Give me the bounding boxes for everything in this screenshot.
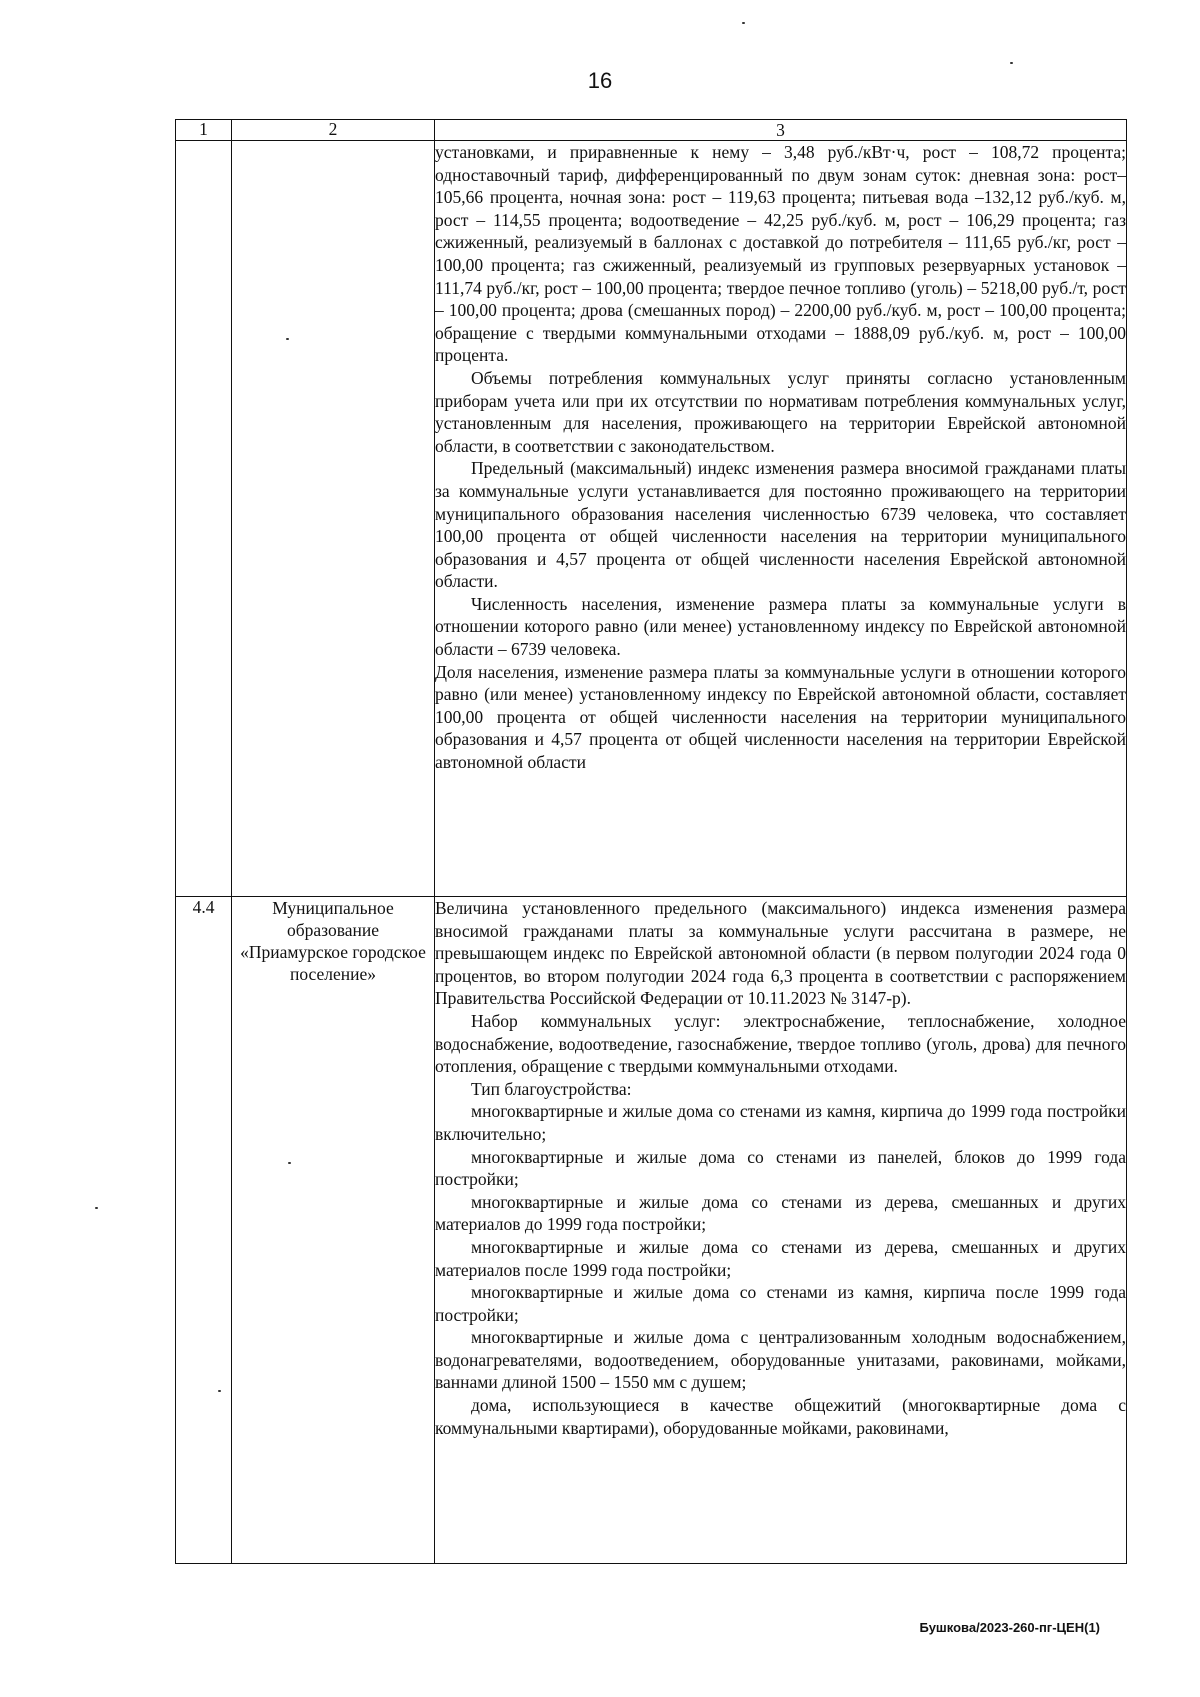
- row44-paragraph-7: многоквартирные и жилые дома со стенами из дерева, смешанных и других материалов после 1999 года постройки;: [435, 1236, 1126, 1280]
- table-header-row: [176, 120, 1127, 141]
- scan-speck: [1010, 62, 1013, 64]
- row44-paragraph-8: многоквартирные и жилые дома со стенами из камня, кирпича после 1999 года постройки;: [435, 1282, 1126, 1325]
- row44-paragraph-1: Величина установленного предельного (максимального) индекса изменения размера вносимой гражданами платы за коммунальные услуги рассчитана в размере, не превышающем индекс по Еврейской автономной области (в первом полугодии 2024 года 0 процентов, во втором полугодии 2024 года 6,3 процента в соответствии с распоряжением Правительства Российской Федерации от 10.11.2023 № 3147-р).: [435, 898, 1126, 1009]
- cell-municipality-empty: [232, 141, 435, 897]
- table-row-4-4: [176, 897, 1127, 1564]
- header-col-2: 2: [232, 120, 435, 141]
- cell-number-empty: [176, 141, 232, 897]
- row44-paragraph-4: многоквартирные и жилые дома со стенами из камня, кирпича до 1999 года постройки включительно;: [435, 1101, 1126, 1144]
- row-number: 4.4: [176, 897, 232, 1564]
- continued-paragraph-4: Численность населения, изменение размера платы за коммунальные услуги в отношении которого равно (или менее) установленному индексу по Еврейской автономной области – 6739 человека.: [435, 593, 1126, 660]
- continued-paragraph-3: Предельный (максимальный) индекс изменения размера вносимой гражданами платы за коммунальные услуги устанавливается для постоянно проживающего на территории муниципального образования населения численностью 6739 человека, что составляет 100,00 процента от общей численности населения на территории муниципального образования и 4,57 процента от общей численности населения Еврейской автономной области.: [435, 458, 1126, 592]
- header-col-1: 1: [176, 120, 232, 141]
- row44-paragraph-5: многоквартирные и жилые дома со стенами из панелей, блоков до 1999 года постройки;: [435, 1146, 1126, 1190]
- continued-paragraph-5: Доля населения, изменение размера платы за коммунальные услуги в отношении которого равно (или менее) установленному индексу по Еврейской автономной области, составляет 100,00 процента от общей численности населения на территории муниципального образования и 4,57 процента от общей численности населения на территории Еврейской автономной области: [435, 661, 1126, 773]
- row44-paragraph-10: дома, использующиеся в качестве общежитий (многоквартирные дома с коммунальными квартирами), оборудованные мойками, раковинами,: [435, 1395, 1126, 1438]
- document-footer-id: Бушкова/2023-260-пг-ЦЕН(1): [919, 1620, 1100, 1635]
- table-row-continued: [176, 141, 1127, 897]
- scan-speck: [286, 338, 289, 340]
- scan-speck: [218, 1390, 221, 1392]
- continued-paragraph-1: установками, и приравненные к нему – 3,48 руб./кВт·ч, рост – 108,72 процента; одноставочный тариф, дифференцированный по двум зонам суток: дневная зона: рост– 105,66 процента, ночная зона: рост – 119,63 процента; питьевая вода –132,12 руб./куб. м, рост – 114,55 процента; водоотведение – 42,25 руб./куб. м, рост – 106,29 процента; газ сжиженный, реализуемый в баллонах с доставкой до потребителя – 111,65 руб./кг, рост – 100,00 процента; газ сжиженный, реализуемый из групповых резервуарных установок – 111,74 руб./кг, рост – 100,00 процента; твердое печное топливо (уголь) – 5218,00 руб./т, рост – 100,00 процента; дрова (смешанных пород) – 2200,00 руб./куб. м, рост – 100,00 процента; обращение с твердыми коммунальными отходами – 1888,09 руб./куб. м, рост – 100,00 процента.: [435, 142, 1126, 366]
- row44-paragraph-6: многоквартирные и жилые дома со стенами из дерева, смешанных и других материалов до 1999 года постройки;: [435, 1191, 1126, 1235]
- municipality-name: Муниципальное образование «Приамурское городское поселение»: [232, 897, 435, 1564]
- row44-paragraph-2: Набор коммунальных услуг: электроснабжение, теплоснабжение, холодное водоснабжение, водоотведение, газоснабжение, твердое топливо (уголь, дрова) для печного отопления, обращение с твердыми коммунальными отходами.: [435, 1010, 1126, 1077]
- scan-speck: [288, 1162, 291, 1164]
- scan-speck: [95, 1207, 98, 1209]
- header-col-3: 3: [435, 120, 1127, 141]
- cell-row-4-4-text: [435, 897, 1127, 1564]
- row44-paragraph-3: Тип благоустройства:: [471, 1078, 632, 1099]
- scan-speck: [742, 22, 745, 24]
- page-number: 16: [587, 68, 613, 93]
- cell-continued-text: [435, 141, 1127, 897]
- tariff-table: [175, 119, 1127, 1564]
- row44-paragraph-9: многоквартирные и жилые дома с централизованным холодным водоснабжением, водонагревателями, водоотведением, оборудованные унитазами, раковинами, мойками, ваннами длиной 1500 – 1550 мм с душем;: [435, 1327, 1126, 1393]
- continued-paragraph-2: Объемы потребления коммунальных услуг приняты согласно установленным приборам учета или при их отсутствии по нормативам потребления коммунальных услуг, установленным для населения, проживающего на территории Еврейской автономной области, в соответствии с законодательством.: [435, 367, 1126, 456]
